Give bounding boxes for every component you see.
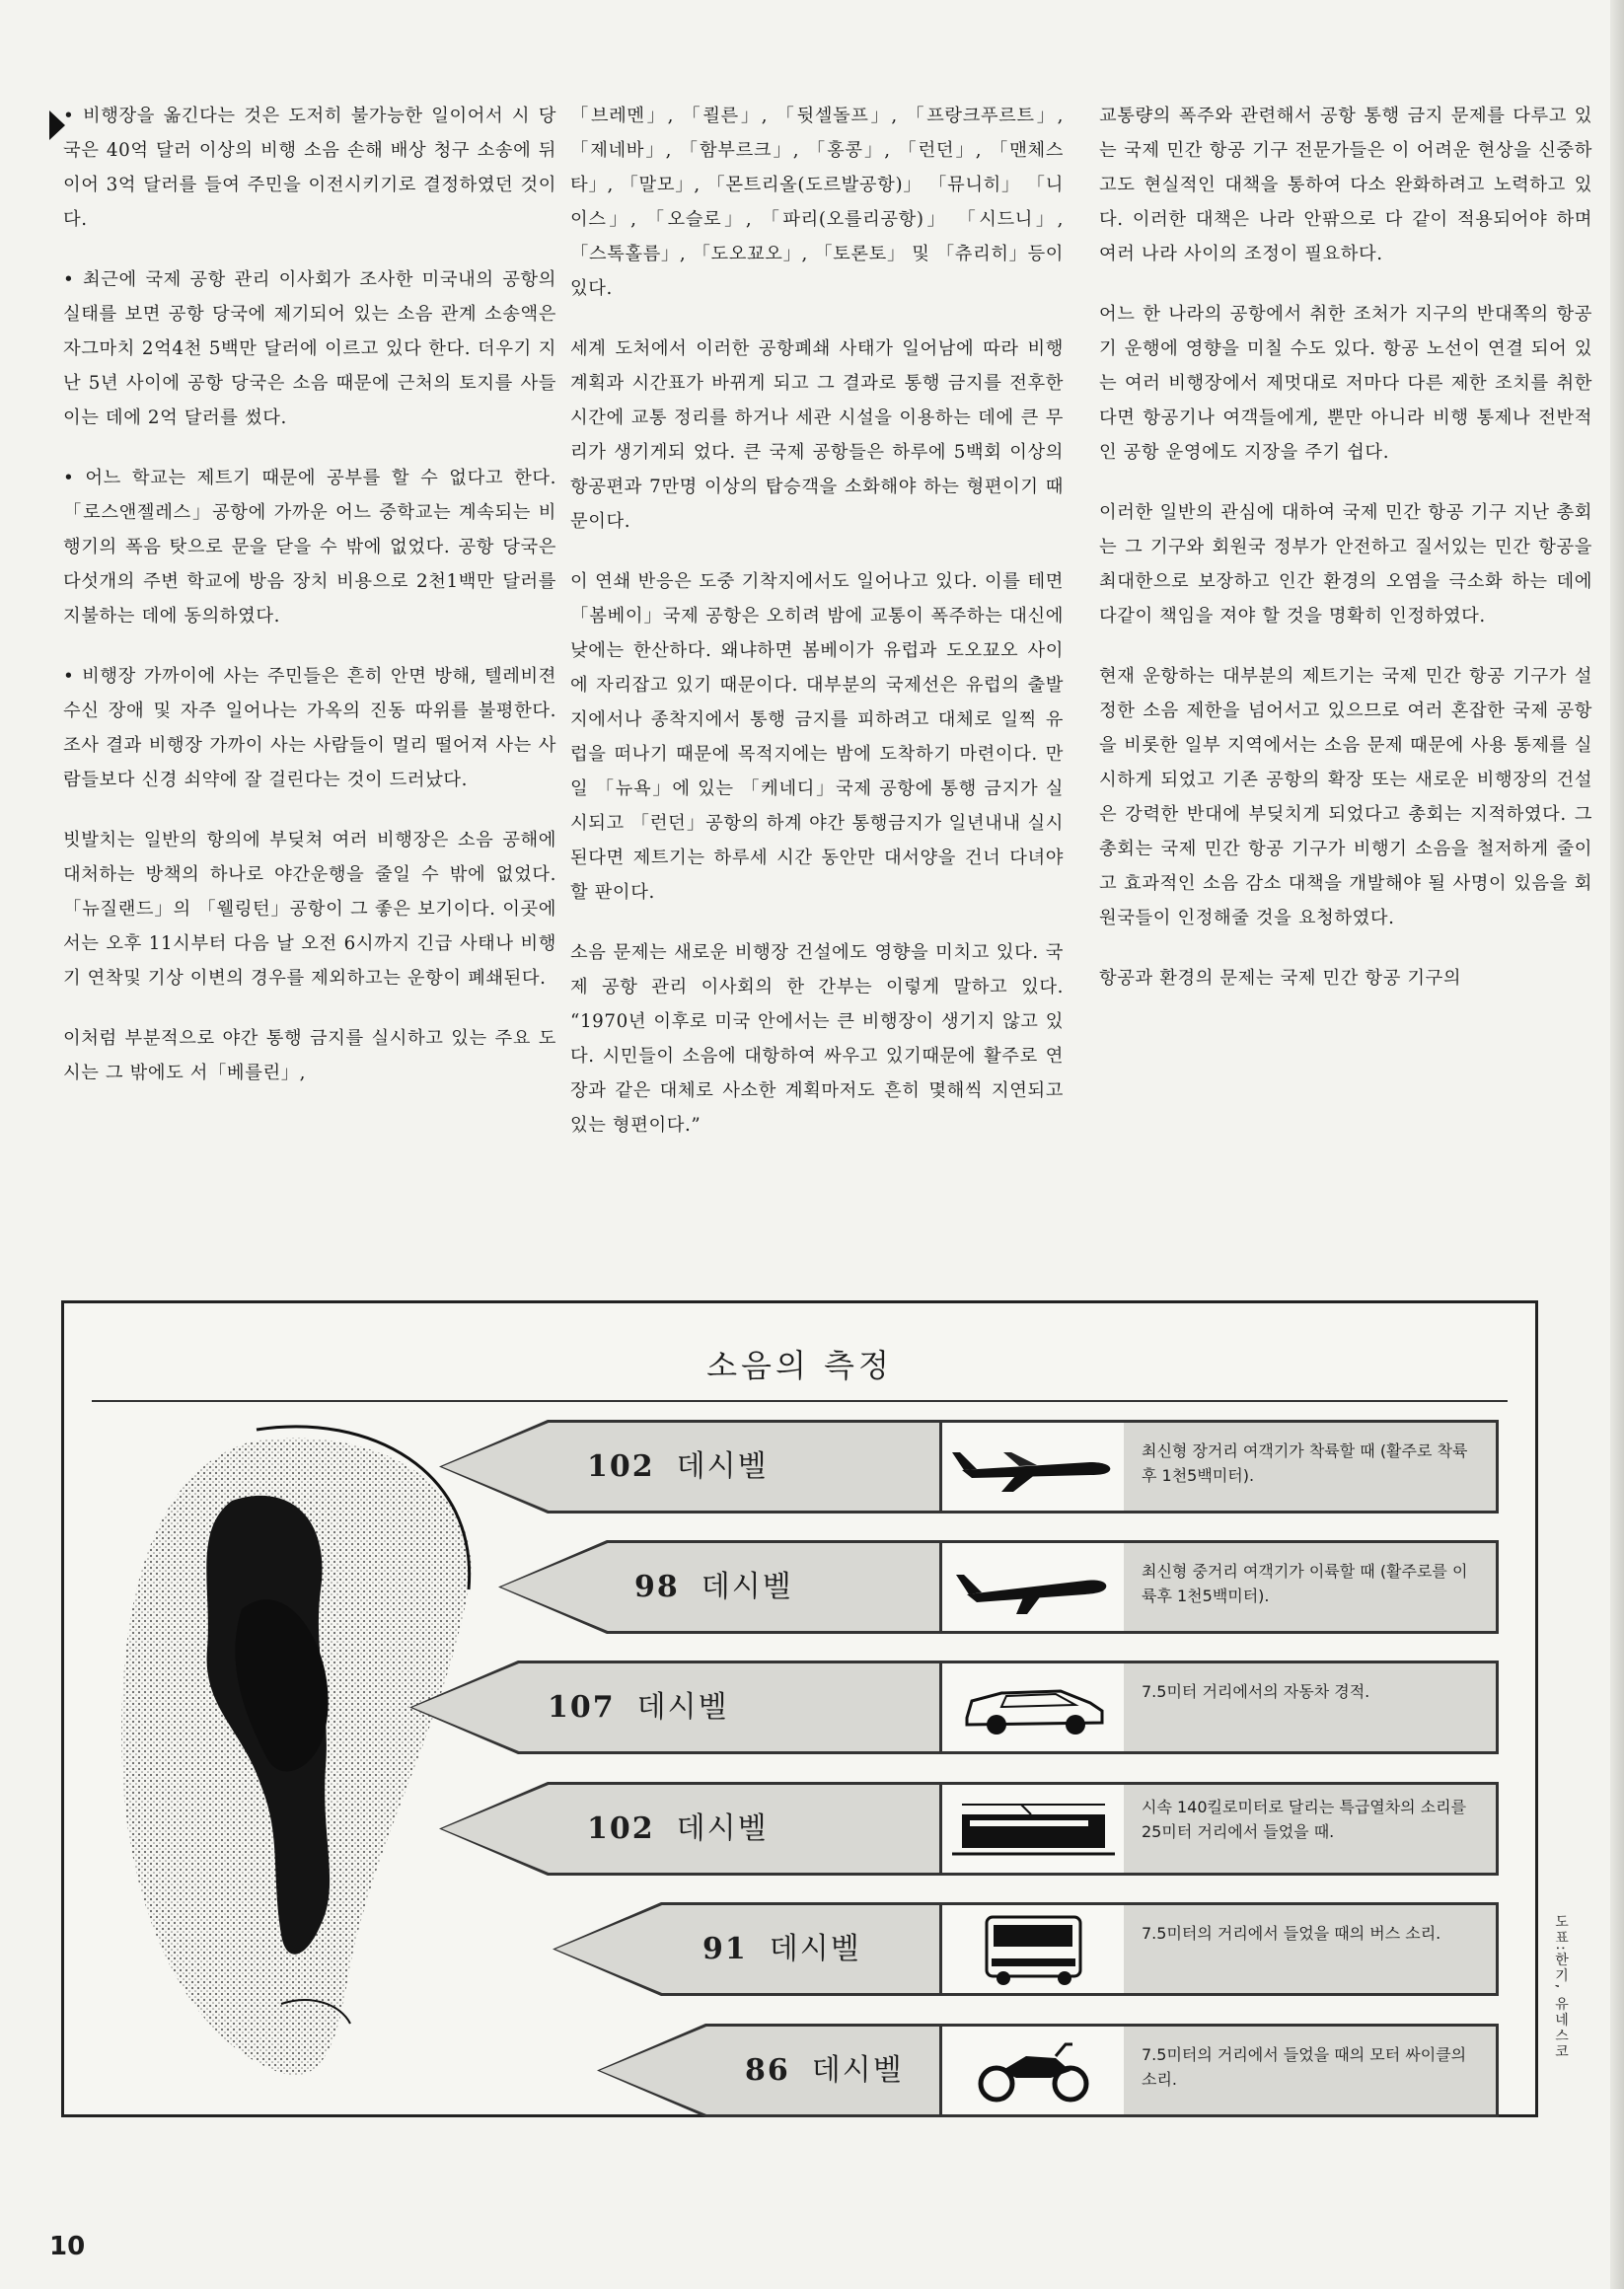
jet-airliner-icon bbox=[939, 1420, 1127, 1514]
text-column-3 bbox=[1099, 99, 1592, 1021]
noise-row bbox=[498, 1540, 1554, 1634]
paragraph: 소음 문제는 새로운 비행장 건설에도 영향을 미치고 있다. 국제 공항 관리 이사회의 한 간부는 이렇게 말하고 있다. “1970년 이후로 미국 안에서는 큰 비행장이 생기지 않고 있다. 시민들이 소음에 대항하여 싸우고 있기때문에 활주로 연장과 같은 대체로 사소한 계획마저도 흔히 몇해씩 지연되고 있는 형편이다.” bbox=[570, 942, 1064, 1136]
decibel-label: 107 데시벨 bbox=[548, 1690, 729, 1725]
bus-icon bbox=[939, 1902, 1127, 1996]
page-number: 10 bbox=[49, 2232, 86, 2261]
paragraph: 이러한 일반의 관심에 대하여 국제 민간 항공 기구 지난 총회는 그 기구와 회원국 정부가 안전하고 질서있는 민간 항공을 최대한으로 보장하고 인간 환경의 오염을 극소화 하는 데에 다같이 책임을 져야 할 것을 명확히 인정하였다. bbox=[1099, 502, 1592, 627]
noise-description: 7.5미터의 거리에서 들었을 때의 모터 싸이클의 소리. bbox=[1124, 2024, 1499, 2117]
paragraph: 교통량의 폭주와 관련해서 공항 통행 금지 문제를 다루고 있는 국제 민간 항공 기구 전문가들은 이 어려운 현상을 신중하고도 현실적인 대책을 통하여 다소 완화하려고 노력하고 있다. 이러한 대책은 나라 안팎으로 다 같이 적용되어야 하며 여러 나라 사이의 조정이 필요하다. bbox=[1099, 106, 1592, 264]
decibel-label: 102 데시벨 bbox=[587, 1811, 769, 1846]
paragraph: 빗발치는 일반의 항의에 부딪쳐 여러 비행장은 소음 공해에 대처하는 방책의 하나로 야간운행을 줄일 수 밖에 없었다. 「뉴질랜드」의 「웰링턴」공항이 그 좋은 보기이다. 이곳에서는 오후 11시부터 다음 날 오전 6시까지 긴급 사태나 비행기 연착및 기상 이변의 경우를 제외하고는 운항이 폐쇄된다. bbox=[63, 830, 556, 989]
decibel-label: 98 데시벨 bbox=[634, 1570, 793, 1604]
paragraph: 어느 한 나라의 공항에서 취한 조처가 지구의 반대쪽의 항공기 운행에 영향을 미칠 수도 있다. 항공 노선이 연결 되어 있는 여러 비행장에서 제멋대로 저마다 다른 제한 조치를 취한다면 항공기나 여객들에게, 뿐만 아니라 비행 통제나 전반적인 공항 운영에도 지장을 주기 쉽다. bbox=[1099, 304, 1592, 463]
paragraph: 이 연쇄 반응은 도중 기착지에서도 일어나고 있다. 이를 테면 「봄베이」국제 공항은 오히려 밤에 교통이 폭주하는 대신에 낮에는 한산하다. 왜냐하면 봄베이가 유럽과 도오꾜오 사이에 자리잡고 있기 때문이다. 대부분의 국제선은 유럽의 출발지에서나 종착지에서 통행 금지를 피하려고 대체로 일찍 유럽을 떠나기 때문에 목적지에는 밤에 도착하기 마련이다. 만일 「뉴욕」에 있는 「케네디」국제 공항에 통행 금지가 실시되고 「런던」공항의 하계 야간 통행금지가 일년내내 실시된다면 제트기는 하루세 시간 동안만 대서양을 건너 다녀야 할 판이다. bbox=[570, 571, 1064, 903]
noise-description: 최신형 중거리 여객기가 이륙할 때 (활주로를 이륙후 1천5백미터). bbox=[1124, 1540, 1499, 1634]
noise-row bbox=[553, 1902, 1554, 1996]
noise-row bbox=[409, 1661, 1554, 1754]
noise-row bbox=[597, 2024, 1554, 2117]
figure-title: 소음의 측정 bbox=[706, 1347, 893, 1384]
motorcycle-icon bbox=[939, 2024, 1127, 2117]
decibel-label: 91 데시벨 bbox=[702, 1932, 861, 1966]
noise-measurement-figure bbox=[61, 1300, 1538, 2117]
noise-row bbox=[439, 1420, 1554, 1514]
paragraph: 이처럼 부분적으로 야간 통행 금지를 실시하고 있는 주요 도시는 그 밖에도 서「베를린」, bbox=[63, 1028, 556, 1083]
figure-credit: 도표:한기, 유네스코 bbox=[1553, 1914, 1569, 2060]
paragraph: • 최근에 국제 공항 관리 이사회가 조사한 미국내의 공항의 실태를 보면 공항 당국에 제기되어 있는 소음 관계 소송액은 자그마치 2억4천 5백만 달러에 이르고 있다 한다. 더우기 지난 5년 사이에 공항 당국은 소음 때문에 근처의 토지를 사들이는 데에 2억 달러를 썼다. bbox=[63, 269, 556, 428]
medium-airliner-icon bbox=[939, 1540, 1127, 1634]
paragraph: • 비행장을 옮긴다는 것은 도저히 불가능한 일이어서 시 당국은 40억 달러 이상의 비행 소음 손해 배상 청구 소송에 뒤이어 3억 달러를 들여 주민을 이전시키기로 결정하였던 것이다. bbox=[63, 106, 556, 230]
page-edge bbox=[1610, 0, 1624, 2289]
noise-description: 7.5미터 거리에서의 자동차 경적. bbox=[1124, 1661, 1499, 1754]
text-column-2 bbox=[570, 99, 1064, 1168]
paragraph: 「브레멘」, 「쾰른」, 「뒷셀돌프」, 「프랑크푸르트」, 「제네바」, 「함부르크」, 「홍콩」, 「런던」, 「맨체스타」, 「말모」, 「몬트리올(도르발공항)」 「뮤니히」 「니이스」, 「오슬로」, 「파리(오를리공항)」 「시드니」, 「스톡홀름」, 「도오꾜오」, 「토론토」 및 「츄리히」등이 있다. bbox=[570, 106, 1064, 299]
ear-illustration-icon bbox=[84, 1412, 498, 2103]
figure-divider bbox=[92, 1400, 1508, 1402]
paragraph: 세계 도처에서 이러한 공항폐쇄 사태가 일어남에 따라 비행 계획과 시간표가 바뀌게 되고 그 결과로 통행 금지를 전후한 시간에 교통 정리를 하거나 세관 시설을 이용하는 데에 큰 무리가 생기게되 었다. 큰 국제 공항들은 하루에 5백회 이상의 항공편과 7만명 이상의 탑승객을 소화해야 하는 형편이기 때문이다. bbox=[570, 338, 1064, 532]
text-column-1 bbox=[63, 99, 556, 1116]
paragraph: • 어느 학교는 제트기 때문에 공부를 할 수 없다고 한다. 「로스앤젤레스」공항에 가까운 어느 중학교는 계속되는 비행기의 폭음 탓으로 문을 닫을 수 밖에 없었다. 공항 당국은 다섯개의 주변 학교에 방음 장치 비용으로 2천1백만 달러를 지불하는 데에 동의하였다. bbox=[63, 468, 556, 627]
paragraph: • 비행장 가까이에 사는 주민들은 흔히 안면 방해, 텔레비젼 수신 장애 및 자주 일어나는 가옥의 진동 따위를 불평한다. 조사 결과 비행장 가까이 사는 사람들이 멀리 떨어져 사는 사람들보다 신경 쇠약에 잘 걸린다는 것이 드러났다. bbox=[63, 666, 556, 790]
noise-description: 시속 140킬로미터로 달리는 특급열차의 소리를 25미터 거리에서 들었을 때. bbox=[1124, 1782, 1499, 1876]
noise-row bbox=[439, 1782, 1554, 1876]
decibel-label: 102 데시벨 bbox=[587, 1449, 769, 1484]
noise-description: 7.5미터의 거리에서 들었을 때의 버스 소리. bbox=[1124, 1902, 1499, 1996]
express-train-icon bbox=[939, 1782, 1127, 1876]
car-icon bbox=[939, 1661, 1127, 1754]
decibel-label: 86 데시벨 bbox=[745, 2053, 904, 2088]
paragraph: 현재 운항하는 대부분의 제트기는 국제 민간 항공 기구가 설정한 소음 제한을 넘어서고 있으므로 여러 혼잡한 국제 공항을 비롯한 일부 지역에서는 소음 문제 때문에 사용 통제를 실시하게 되었고 기존 공항의 확장 또는 새로운 비행장의 건설은 강력한 반대에 부딪치게 되었다고 총회는 지적하였다. 그 총회는 국제 민간 항공 기구가 비행기 소음을 철저하게 줄이고 효과적인 소음 감소 대책을 개발해야 될 사명이 있음을 회원국들이 인정해줄 것을 요청하였다. bbox=[1099, 666, 1592, 928]
noise-description: 최신형 장거리 여객기가 착륙할 때 (활주로 착륙후 1천5백미터). bbox=[1124, 1420, 1499, 1514]
paragraph: 항공과 환경의 문제는 국제 민간 항공 기구의 bbox=[1099, 968, 1462, 989]
